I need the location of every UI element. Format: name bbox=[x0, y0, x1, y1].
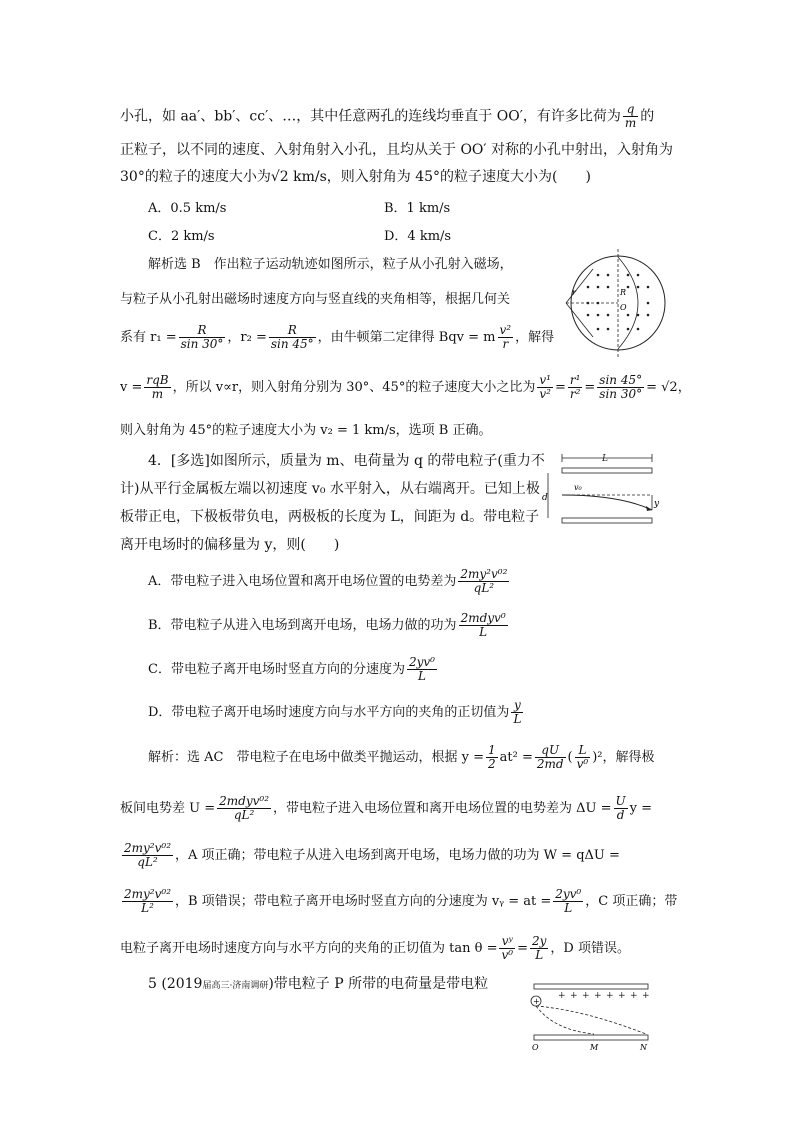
delta-u-fraction bbox=[122, 842, 173, 869]
voltage-fraction bbox=[217, 795, 271, 822]
q4-solution-line3 bbox=[120, 842, 620, 869]
frac-den: m bbox=[624, 116, 637, 130]
frac-num: 2my²v⁰² bbox=[124, 841, 172, 855]
radius-ratio bbox=[568, 374, 583, 401]
v-fraction bbox=[144, 374, 170, 401]
text: ，r₂ = bbox=[227, 330, 267, 345]
text: D．带电粒子离开电场时速度方向与水平方向的夹角的正切值为 bbox=[148, 705, 510, 720]
q4-line3: 板带正电，下极板带负电，两极板的长度为 L，间距为 d。带电粒子 bbox=[120, 509, 540, 525]
N-point-label: N bbox=[640, 1043, 647, 1052]
q4-line4: 离开电场时的偏移量为 y，则( ) bbox=[120, 537, 340, 553]
frac-den: qL² bbox=[473, 581, 495, 595]
q3-line2: 正粒子，以不同的速度、入射角射入小孔，且均从关于 OO′ 对称的小孔中射出，入射角为 bbox=[120, 142, 674, 158]
q3-line1-text: 小孔，如 aa′、bb′、cc′、…，其中任意两孔的连线均垂直于 OO′，有许多比荷为 bbox=[120, 108, 621, 125]
frac-num: 2mdyv⁰² bbox=[219, 794, 269, 808]
text: ²，解得极 bbox=[597, 750, 655, 765]
svg-text:+: + bbox=[582, 991, 590, 1001]
velocity-ratio bbox=[537, 374, 553, 401]
tan-result-fraction bbox=[530, 935, 548, 962]
frac-den: L bbox=[535, 948, 544, 962]
text: B．带电粒子从进入电场到离开电场，电场力做的功为 bbox=[148, 618, 457, 633]
q3-line1 bbox=[120, 103, 654, 130]
work-fraction bbox=[122, 888, 173, 915]
charge-label: + bbox=[533, 997, 540, 1006]
text: 解析：选 AC 带电粒子在电场中做类平抛运动，根据 y = bbox=[148, 750, 484, 765]
sine-ratio bbox=[597, 374, 644, 401]
frac-num: sin 45° bbox=[599, 373, 643, 387]
text: ，C 项正确；带 bbox=[585, 894, 678, 909]
charge-mass-ratio bbox=[623, 103, 638, 130]
frac-num: q bbox=[623, 103, 638, 117]
q3-option-a: A．0.5 km/s bbox=[148, 201, 227, 216]
magnetic-field-figure bbox=[558, 247, 668, 359]
acceleration-fraction bbox=[535, 744, 566, 771]
frac-num: R bbox=[269, 324, 316, 338]
frac-den: qL² bbox=[137, 855, 158, 869]
q3-solution-line1: 解析选 B 作出粒子运动轨迹如图所示，粒子从小孔射入磁场， bbox=[148, 257, 513, 272]
q4-option-b bbox=[148, 612, 510, 639]
centripetal-fraction bbox=[498, 324, 514, 351]
q3-solution-line2: 与粒子从小孔射出磁场时速度方向与竖直线的夹角相等，根据几何关 bbox=[120, 292, 511, 307]
frac-num: y bbox=[511, 699, 523, 713]
text: ，A 项正确；带电粒子从进入电场到离开电场，电场力做的功为 W = qΔU = bbox=[175, 848, 620, 863]
r2-fraction bbox=[269, 324, 316, 351]
radius-label: r bbox=[572, 288, 576, 297]
q5-line1 bbox=[148, 974, 488, 996]
text: ，B 项错误；带电粒子离开电场时竖直方向的分速度为 vᵧ = at = bbox=[175, 894, 552, 909]
frac-num: R bbox=[179, 324, 226, 338]
svg-text:+: + bbox=[558, 991, 566, 1001]
text: ，由牛顿第二定律得 Bqv = m bbox=[317, 330, 496, 345]
text: = bbox=[554, 380, 566, 395]
text: = √2， bbox=[646, 380, 691, 395]
frac-num: qU bbox=[535, 744, 566, 758]
text: A．带电粒子进入电场位置和离开电场位置的电势差为 bbox=[148, 574, 457, 589]
frac-den: L bbox=[564, 901, 573, 915]
q3-option-d: D．4 km/s bbox=[384, 229, 452, 244]
q4-solution-line4 bbox=[120, 888, 677, 915]
svg-text:+: + bbox=[642, 991, 650, 1001]
text: ，D 项错误。 bbox=[550, 941, 630, 956]
frac-den: v⁰ bbox=[576, 757, 589, 771]
option-c-fraction bbox=[407, 656, 437, 683]
text: 电粒子离开电场时速度方向与水平方向的夹角的正切值为 tan θ = bbox=[120, 941, 498, 956]
frac-num: 2mdyv⁰ bbox=[460, 611, 506, 625]
text: 板间电势差 U = bbox=[120, 801, 216, 816]
text: ，带电粒子进入电场位置和离开电场位置的电势差为 ΔU = bbox=[273, 801, 612, 816]
frac-num: L bbox=[575, 744, 591, 758]
svg-text:+: + bbox=[594, 991, 602, 1001]
parallel-plates-figure bbox=[540, 448, 665, 530]
text: ，所以 v∝r，则入射角分别为 30°、45°的粒子速度大小之比为 bbox=[172, 380, 536, 395]
frac-num: 2yv⁰ bbox=[555, 887, 582, 901]
frac-den: r² bbox=[569, 387, 581, 401]
frac-num: v¹ bbox=[539, 373, 551, 387]
text: 5 (2019 bbox=[148, 976, 203, 992]
q3-line1-end: 的 bbox=[640, 108, 655, 125]
frac-den: L bbox=[513, 712, 522, 726]
frac-den: L² bbox=[141, 901, 154, 915]
text: y = bbox=[629, 801, 653, 816]
frac-den: r bbox=[502, 337, 509, 351]
frac-num: 2yv⁰ bbox=[408, 655, 435, 669]
q3-option-b: B．1 km/s bbox=[384, 201, 451, 216]
frac-den: d bbox=[616, 808, 625, 822]
O-label: O bbox=[620, 303, 627, 312]
option-d-fraction bbox=[511, 699, 523, 726]
frac-den: sin 30° bbox=[180, 337, 224, 351]
text: C．带电粒子离开电场时竖直方向的分速度为 bbox=[148, 662, 405, 677]
text: ，解得 bbox=[515, 330, 555, 345]
frac-num: 2y bbox=[531, 934, 547, 948]
time-fraction bbox=[575, 744, 591, 771]
frac-den: sin 30° bbox=[599, 387, 643, 401]
O-point-label: O bbox=[532, 1043, 539, 1052]
svg-text:+: + bbox=[630, 991, 638, 1001]
tan-fraction bbox=[499, 935, 515, 962]
text: 系有 r₁ = bbox=[120, 330, 177, 345]
text: at² = bbox=[499, 750, 533, 765]
half-fraction bbox=[486, 744, 498, 771]
frac-num: vʸ bbox=[499, 935, 515, 949]
frac-den: L bbox=[417, 669, 426, 683]
text: v = bbox=[120, 380, 143, 395]
frac-den: qL² bbox=[233, 808, 255, 822]
frac-num: U bbox=[615, 794, 626, 808]
frac-den: 2md bbox=[536, 757, 564, 771]
q4-option-c bbox=[148, 656, 439, 683]
frac-num: v² bbox=[499, 323, 512, 337]
svg-text:+: + bbox=[618, 991, 626, 1001]
q4-line2: 计)从平行金属板左端以初速度 v₀ 水平射入，从右端离开。已知上极 bbox=[120, 481, 540, 497]
frac-den: v⁰ bbox=[501, 948, 514, 962]
q3-solution-line4 bbox=[120, 374, 691, 401]
svg-text:+: + bbox=[606, 991, 614, 1001]
v0-label: v₀ bbox=[574, 483, 582, 492]
R-label: R bbox=[620, 288, 627, 297]
option-b-fraction bbox=[459, 612, 508, 639]
deflection-label: y bbox=[654, 499, 660, 509]
q3-option-c: C．2 km/s bbox=[148, 229, 215, 244]
q4-line1: 4．[多选]如图所示，质量为 m、电荷量为 q 的带电粒子(重力不 bbox=[148, 453, 545, 469]
q3-line3: 30°的粒子的速度大小为√2 km/s，则入射角为 45°的粒子速度大小为( ) bbox=[120, 169, 591, 185]
text: = bbox=[517, 941, 528, 956]
frac-den: sin 45° bbox=[270, 337, 314, 351]
gap-label: d bbox=[542, 493, 548, 503]
q3-solution-line5: 则入射角为 45°的粒子速度大小为 v₂ = 1 km/s，选项 B 正确。 bbox=[120, 423, 492, 438]
frac-num: rqB bbox=[146, 373, 169, 387]
frac-num: 2my²v⁰² bbox=[124, 887, 172, 901]
frac-den: m bbox=[151, 387, 164, 401]
frac-num: 2my²v⁰² bbox=[460, 567, 508, 581]
field-fraction bbox=[614, 795, 628, 822]
frac-num: r¹ bbox=[569, 373, 581, 387]
q3-solution-line3 bbox=[120, 324, 554, 351]
svg-text:+: + bbox=[570, 991, 578, 1001]
capacitor-figure bbox=[524, 980, 654, 1054]
frac-den: v² bbox=[539, 387, 551, 401]
length-label: L bbox=[602, 454, 608, 464]
q4-solution-line5 bbox=[120, 935, 630, 962]
M-point-label: M bbox=[590, 1043, 599, 1052]
frac-num: 1 bbox=[487, 743, 496, 757]
frac-den: L bbox=[479, 625, 488, 639]
option-a-fraction bbox=[458, 568, 509, 595]
text: )带电粒子 P 所带的电荷量是带电粒 bbox=[268, 976, 489, 992]
q4-solution-line2 bbox=[120, 795, 652, 822]
frac-den: 2 bbox=[487, 757, 496, 771]
q4-option-d bbox=[148, 699, 525, 726]
q4-option-a bbox=[148, 568, 511, 595]
r1-fraction bbox=[179, 324, 226, 351]
text: = bbox=[584, 380, 596, 395]
vy-fraction bbox=[553, 888, 583, 915]
q4-solution-line1: 解析：选 AC 带电粒子在电场中做类平抛运动，根据 y = $\frac{1}{2}$ at² = $\frac{qU}{2md}$ ( $\frac{L}{\text{v⁰}}$ )²，解得极 bbox=[148, 743, 655, 771]
source-note: 届高三·济南调研 bbox=[202, 981, 269, 991]
